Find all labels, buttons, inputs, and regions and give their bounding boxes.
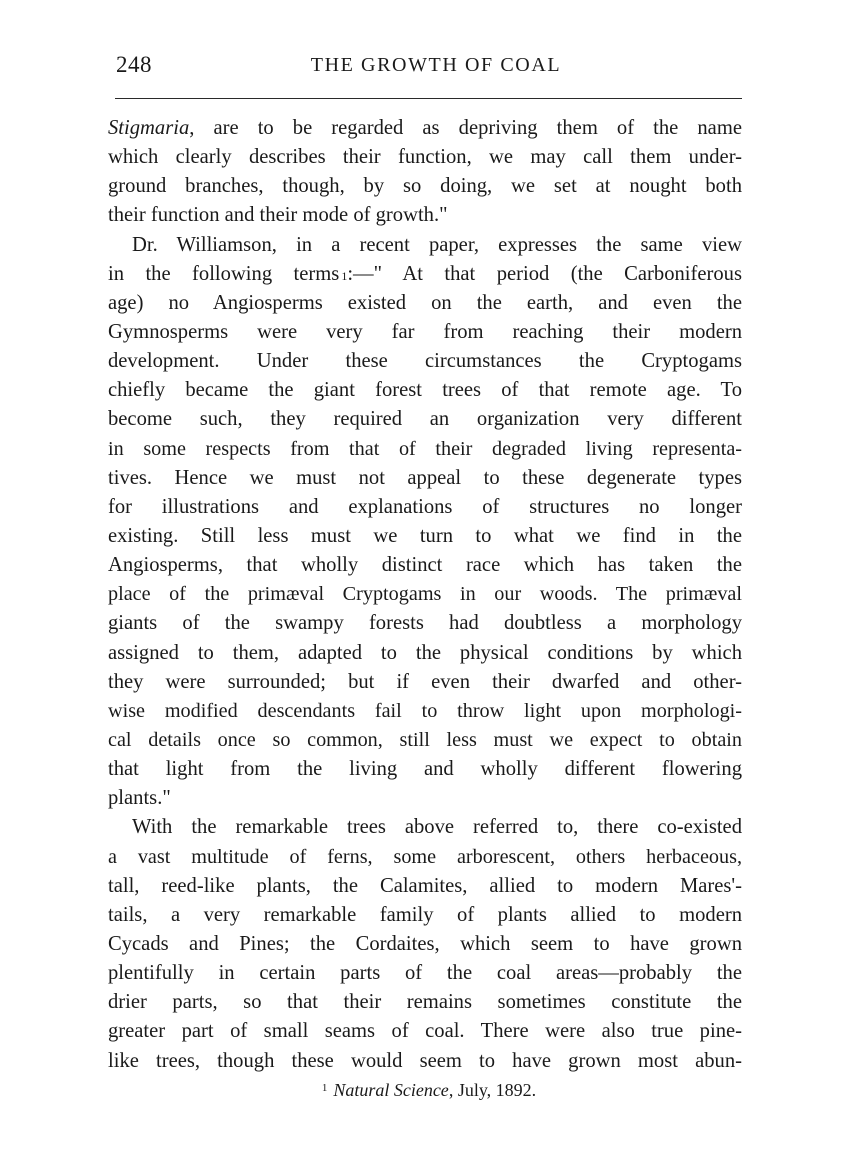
- text-line: Cycads and Pines; the Cordaites, which seem to have grown: [108, 932, 742, 955]
- text-line: existing. Still less must we turn to what we find in the: [108, 524, 742, 547]
- text-line: which clearly describes their function, we may call them under-: [108, 146, 742, 169]
- text-line: a vast multitude of ferns, some arborescent, others herbaceous,: [108, 845, 742, 868]
- text-line: tives. Hence we must not appeal to these degenerate types: [108, 466, 742, 489]
- footnote-source: Natural Science: [333, 1080, 449, 1100]
- text-line: their function and their mode of growth.": [108, 204, 448, 227]
- text-line: Dr. Williamson, in a recent paper, expresses the same view: [132, 233, 742, 256]
- footnote-date: , July, 1892.: [448, 1080, 537, 1100]
- text-line: [108, 114, 742, 143]
- text-line: become such, they required an organization very different: [108, 408, 742, 431]
- footnote-reference: 1: [341, 268, 348, 283]
- text-line: With the remarkable trees above referred to, there co-existed: [132, 816, 742, 839]
- text-line: development. Under these circumstances the Cryptogams: [108, 350, 742, 373]
- text-line: for illustrations and explanations of structures no longer: [108, 495, 742, 518]
- page-number: 248: [116, 52, 152, 77]
- text-line: drier parts, so that their remains sometimes constitute the: [108, 991, 742, 1014]
- body-text: [108, 114, 742, 1076]
- footnote-mark: 1: [321, 1082, 328, 1094]
- text-fragment: , are to be regarded as depriving them of the name: [189, 117, 742, 139]
- text-line: greater part of small seams of coal. There were also true pine-: [108, 1020, 742, 1043]
- running-title: THE GROWTH OF COAL: [310, 54, 562, 76]
- text-line: like trees, though these would seem to have grown most abun-: [108, 1049, 742, 1072]
- text-line: assigned to them, adapted to the physical conditions by which: [108, 641, 742, 664]
- text-line: cal details once so common, still less must we expect to obtain: [108, 728, 742, 751]
- text-line: Gymnosperms were very far from reaching their modern: [108, 320, 742, 343]
- text-line: [108, 260, 742, 289]
- italic-term: Stigmaria: [108, 117, 190, 139]
- text-line: in some respects from that of their degraded living representa-: [108, 437, 742, 460]
- page-header: [108, 52, 742, 82]
- text-line: tails, a very remarkable family of plants allied to modern: [108, 903, 742, 926]
- text-line: they were surrounded; but if even their dwarfed and other-: [108, 670, 742, 693]
- text-line: plants.": [108, 787, 171, 810]
- text-line: wise modified descendants fail to throw light upon morphologi-: [108, 699, 742, 722]
- text-line: giants of the swampy forests had doubtless a morphology: [108, 612, 742, 635]
- text-fragment: in the following terms: [108, 262, 340, 285]
- text-line: that light from the living and wholly different flowering: [108, 758, 742, 781]
- text-line: ground branches, though, by so doing, we set at nought both: [108, 175, 742, 198]
- footnote: [0, 1080, 850, 1101]
- text-line: plentifully in certain parts of the coal areas—probably the: [108, 962, 742, 985]
- text-fragment: :—" At that period (the Carboniferous: [347, 262, 742, 285]
- header-rule: [115, 98, 742, 99]
- text-line: chiefly became the giant forest trees of that remote age. To: [108, 379, 742, 402]
- text-line: place of the primæval Cryptogams in our woods. The primæval: [108, 583, 742, 606]
- text-line: Angiosperms, that wholly distinct race which has taken the: [108, 554, 742, 577]
- text-line: tall, reed-like plants, the Calamites, allied to modern Mares'-: [108, 874, 742, 897]
- text-line: age) no Angiosperms existed on the earth, and even the: [108, 291, 742, 314]
